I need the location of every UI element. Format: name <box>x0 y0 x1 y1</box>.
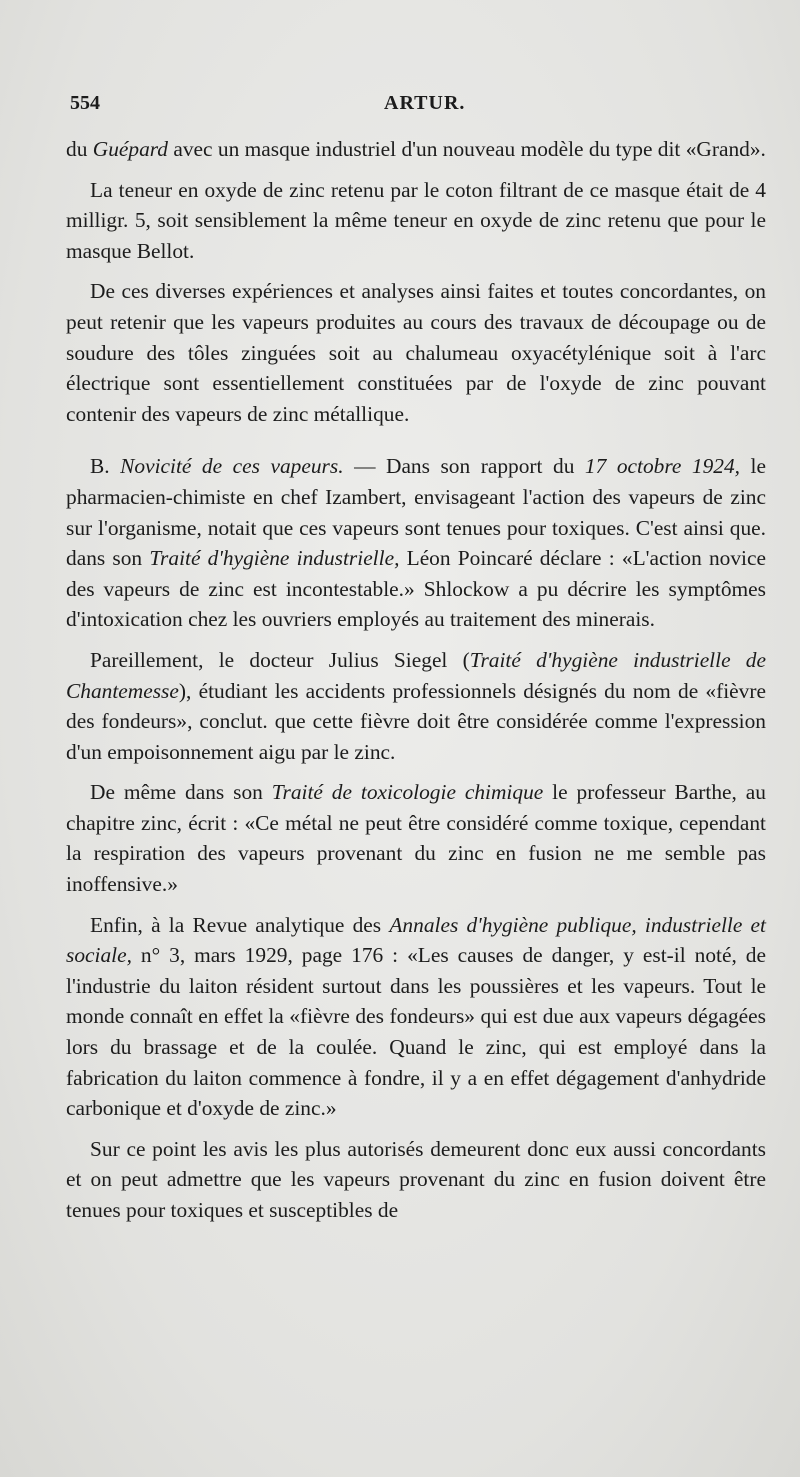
paragraph-text: n° 3, mars 1929, page 176 : «Les causes de danger, y est-il noté, de l'industrie du laiton résident surtout dans les poussières et les vapeurs. Tout le monde connaît en effet la «fièvre des fondeurs» qui est due aux vapeurs dégagées lors du brassage et de la coulée. Quand le zinc, qui est employé dans la fabrication du laiton commence à fondre, il y a en effet dégagement d'anhydride carbonique et d'oxyde de zinc.» <box>66 943 766 1121</box>
book-title: Traité d'hygiène industrielle de Chantemesse <box>66 647 766 703</box>
paragraph: De ces diverses expériences et analyses ainsi faites et toutes concordantes, on peut retenir que les vapeurs produites au cours des travaux de découpage ou de soudure des tôles zinguées soit au chalumeau oxyacétylénique soit à l'arc électrique sont essentiellement constituées par de l'oxyde de zinc pouvant contenir des vapeurs de zinc métallique. <box>66 279 766 426</box>
page-number: 554 <box>70 92 100 114</box>
paragraph-text: — Dans son rapport du <box>343 454 585 479</box>
paragraph-text: Pareillement, le docteur Julius Siegel ( <box>90 647 470 672</box>
section-b-paragraph <box>66 451 766 635</box>
book-title: Traité d'hygiène industrielle, <box>149 546 400 571</box>
page-header <box>70 92 760 122</box>
report-date: 17 octobre 1924, <box>584 454 741 479</box>
paragraph <box>66 777 766 899</box>
paragraph-text: Léon Poincaré déclare : «L'action novice des vapeurs de zinc est incontestable.» Shlockow a pu décrire les symptômes d'intoxication chez les ouvriers employés au traitement des minerais. <box>66 546 766 632</box>
paragraph <box>66 910 766 1124</box>
journal-title: Annales d'hygiène publique, industrielle et sociale, <box>66 912 766 968</box>
running-title: ARTUR. <box>384 92 466 114</box>
ship-name: Guépard <box>92 137 169 161</box>
paragraph <box>66 645 766 767</box>
section-label: B. <box>90 454 121 479</box>
paragraph-text: avec un masque industriel d'un nouveau modèle du type dit «Grand». <box>168 137 766 161</box>
paragraph-text: le pharmacien-chimiste en chef Izambert, envisageant l'action des vapeurs de zinc sur l'organisme, notait que ces vapeurs sont tenues pour toxiques. C'est ainsi que. dans son <box>66 454 766 571</box>
paragraph: Sur ce point les avis les plus autorisés demeurent donc eux aussi concordants et on peut admettre que les vapeurs provenant du zinc en fusion doivent être tenues pour toxiques et susceptibles de <box>66 1136 766 1222</box>
paragraph-text: du <box>66 137 93 161</box>
body-text <box>66 134 766 1236</box>
paragraph-text: le professeur Barthe, au chapitre zinc, écrit : «Ce métal ne peut être considéré comme toxique, cependant la respiration des vapeurs provenant du zinc en fusion ne me semble pas inoffensive.» <box>66 780 766 897</box>
paragraph-text: Enfin, à la Revue analytique des <box>90 912 390 937</box>
paragraph-text: ), étudiant les accidents professionnels désignés du nom de «fièvre des fondeurs», conclut. que cette fièvre doit être considérée comme l'expression d'un empoisonnement aigu par le zinc. <box>66 678 766 764</box>
book-title: Traité de toxicologie chimique <box>271 780 544 805</box>
paragraph-continuation <box>66 134 766 165</box>
paragraph-text: De même dans son <box>90 780 272 805</box>
paragraph: La teneur en oxyde de zinc retenu par le coton filtrant de ce masque était de 4 milligr. 5, soit sensiblement la même teneur en oxyde de zinc retenu que pour le masque Bellot. <box>66 177 766 263</box>
section-heading: Novicité de ces vapeurs. <box>120 454 344 479</box>
